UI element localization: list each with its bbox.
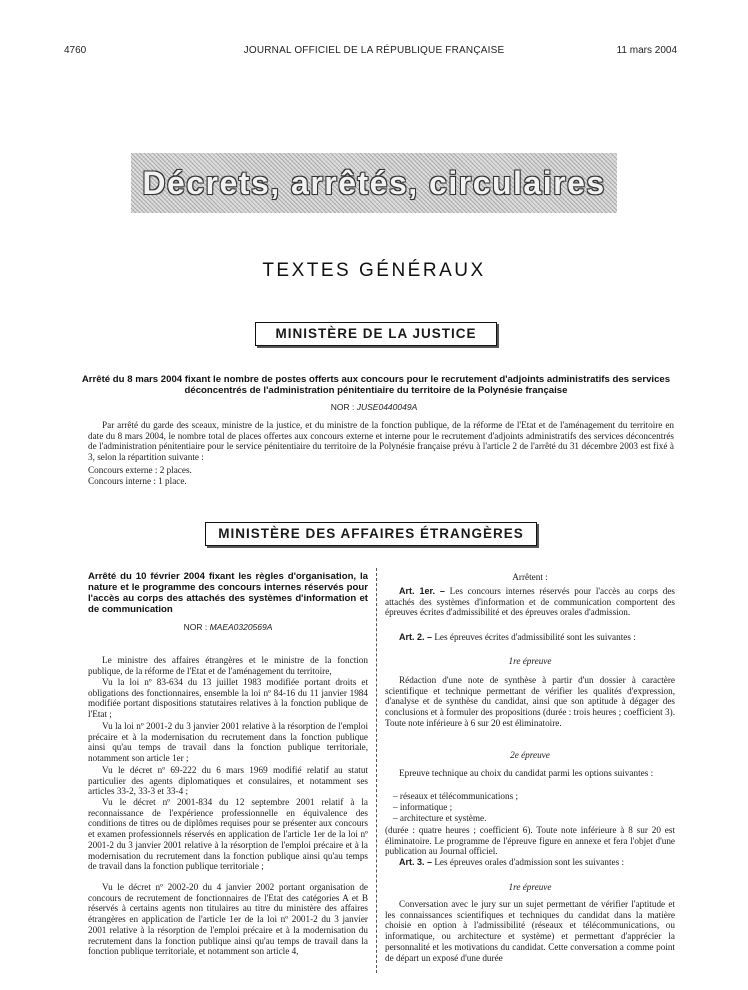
concours-interne: Concours interne : 1 place. [88, 476, 187, 486]
epreuve-2-text: Epreuve technique au choix du candidat parmi les options suivantes : [399, 768, 654, 778]
journal-title: JOURNAL OFFICIEL DE LA RÉPUBLIQUE FRANÇAISE [243, 45, 505, 56]
concours-externe: Concours externe : 2 places. [88, 465, 192, 475]
nor-code: MAEA0320569A [209, 622, 273, 632]
article-1-text: Les concours internes réservés pour l'accès au corps des attachés des systèmes d'information et de communication comportent des épreuves écrites d'admissibilité et des épreuves orales d'admission. [385, 586, 675, 618]
arrete2-title: Arrêté du 10 février 2004 fixant les règles d'organisation, la nature et le programme des concours internes réservés pour l'accès au corps des attachés des systèmes d'information et de communication [88, 571, 368, 615]
option-architecture: – architecture et système. [393, 813, 487, 823]
nor-code: JUSE0440049A [356, 402, 418, 412]
publication-date: 11 mars 2004 [616, 45, 677, 56]
epreuve-2-duree: (durée : quatre heures ; coefficient 6). Toute note inférieure à 8 sur 20 est éliminatoire. Le programme de l'épreuve figure en annexe et fera l'objet d'une publication au Journal officiel. [385, 825, 675, 857]
article-2 [385, 632, 675, 643]
arrete1-body: Par arrêté du garde des sceaux, ministre de la justice, et du ministre de la fonction publique, de la réforme de l'Etat et de l'aménagement du territoire en date du 8 mars 2004, le nombre total de places offertes aux concours externe et interne pour le recrutement d'adjoints administratifs des services déconcentrés de l'administration pénitentiaire pour le service pénitentiaire du territoire de la Polynésie française prévu à l'article 2 de l'arrêté du 31 décembre 2003 est fixé à 3, selon la répartition suivante : [88, 420, 674, 463]
article-2-text: Les épreuves écrites d'admissibilité sont les suivantes : [434, 632, 636, 642]
article-1 [385, 586, 675, 618]
ministry-foreign-affairs-heading: MINISTÈRE DES AFFAIRES ÉTRANGÈRES [205, 522, 537, 546]
epreuve-1-heading: 1re épreuve [508, 656, 552, 666]
article-2-label: Art. 2. – [399, 632, 433, 642]
visa-decret-69-222: Vu le décret nº 69-222 du 6 mars 1969 modifié relatif au statut particulier des agents diplomatiques et consulaires, et notamment ses articles 33-2, 33-3 et 33-4 ; [88, 765, 368, 797]
arrete2-nor [88, 622, 368, 632]
oral-epreuve-1-heading: 1re épreuve [508, 882, 552, 892]
section-banner [131, 153, 617, 213]
ministry-justice-heading: MINISTÈRE DE LA JUSTICE [255, 322, 497, 346]
option-reseaux: – réseaux et télécommunications ; [393, 791, 519, 801]
column-divider [376, 568, 377, 973]
visa-loi-83-634: Vu la loi nº 83-634 du 13 juillet 1983 modifiée portant droits et obligations des fonctionnaires, ensemble la loi nº 84-16 du 11 janvier 1984 modifiée portant dispositions statutaires relatives à la fonction publique de l'Etat ; [88, 677, 368, 720]
section-title: TEXTES GÉNÉRAUX [262, 260, 486, 281]
oral-epreuve-1-text: Conversation avec le jury sur un sujet permettant de vérifier l'aptitude et les connaissances scientifiques et techniques du candidat dans la matière choisie en option à l'admissibilité (réseaux et télécommunications, ou informatique, ou architecture et système) et permettant d'apprécier la personnalité et les motivations du candidat. Cette conversation a comme point de départ un exposé d'une durée [385, 899, 675, 963]
preamble-ministers: Le ministre des affaires étrangères et le ministre de la fonction publique, de la réforme de l'Etat et de l'aménagement du territoire, [88, 655, 368, 676]
banner-title: Décrets, arrêtés, circulaires [142, 164, 606, 201]
article-3-text: Les épreuves orales d'admission sont les suivantes : [434, 857, 625, 867]
visa-decret-2001-834: Vu le décret nº 2001-834 du 12 septembre 2001 relatif à la reconnaissance de l'expérience professionnelle en équivalence des conditions de titres ou de diplômes requises pour se présenter aux concours et examen professionnels réservés en application de l'article 1er de la loi nº 2001-2 du 3 janvier 2001 relative à la résorption de l'emploi précaire et à la modernisation du recrutement dans la fonction publique ainsi qu'au temps de travail dans la fonction publique territoriale ; [88, 797, 368, 872]
article-3-label: Art. 3. – [399, 857, 433, 867]
article-3 [385, 857, 675, 868]
option-informatique: – informatique ; [393, 802, 453, 812]
visa-decret-2002-20: Vu le décret nº 2002-20 du 4 janvier 2002 portant organisation de concours de recrutement de fonctionnaires de l'Etat des catégories A et B réservés à certains agents non titulaires au titre du ministère des affaires étrangères en application de l'article 1er de la loi nº 2001-2 du 3 janvier 2001 relative à la résorption de l'emploi précaire et à la modernisation du recrutement dans la fonction publique ainsi qu'au temps de travail dans la fonction publique territoriale, et notamment son article 4, [88, 882, 368, 957]
nor-label: NOR : [330, 402, 355, 412]
article-1-label: Art. 1er. – [399, 586, 445, 596]
nor-label: NOR : [183, 622, 208, 632]
page-number: 4760 [64, 45, 87, 56]
epreuve-2-heading: 2e épreuve [510, 750, 550, 760]
visa-loi-2001-2: Vu la loi nº 2001-2 du 3 janvier 2001 relative à la résorption de l'emploi précaire et à la modernisation du recrutement dans la fonction publique ainsi qu'au temps de travail dans la fonction publique territoriale, notamment son article 1er ; [88, 721, 368, 764]
arretent: Arrêtent : [512, 572, 548, 582]
page-header [0, 45, 748, 61]
epreuve-1-text: Rédaction d'une note de synthèse à partir d'un dossier à caractère scientifique et technique permettant de vérifier les qualités d'expression, d'analyse et de synthèse du candidat, ainsi que son aptitude à dégager des conclusions et à formuler des propositions (durée : trois heures ; coefficient 3). Toute note inférieure à 6 sur 20 est éliminatoire. [385, 675, 675, 728]
arrete1-title: Arrêté du 8 mars 2004 fixant le nombre de postes offerts aux concours pour le recrutement d'adjoints administratifs des services déconcentrés de l'administration pénitentiaire du territoire de la Polynésie française [81, 374, 671, 396]
arrete1-nor [0, 402, 748, 412]
